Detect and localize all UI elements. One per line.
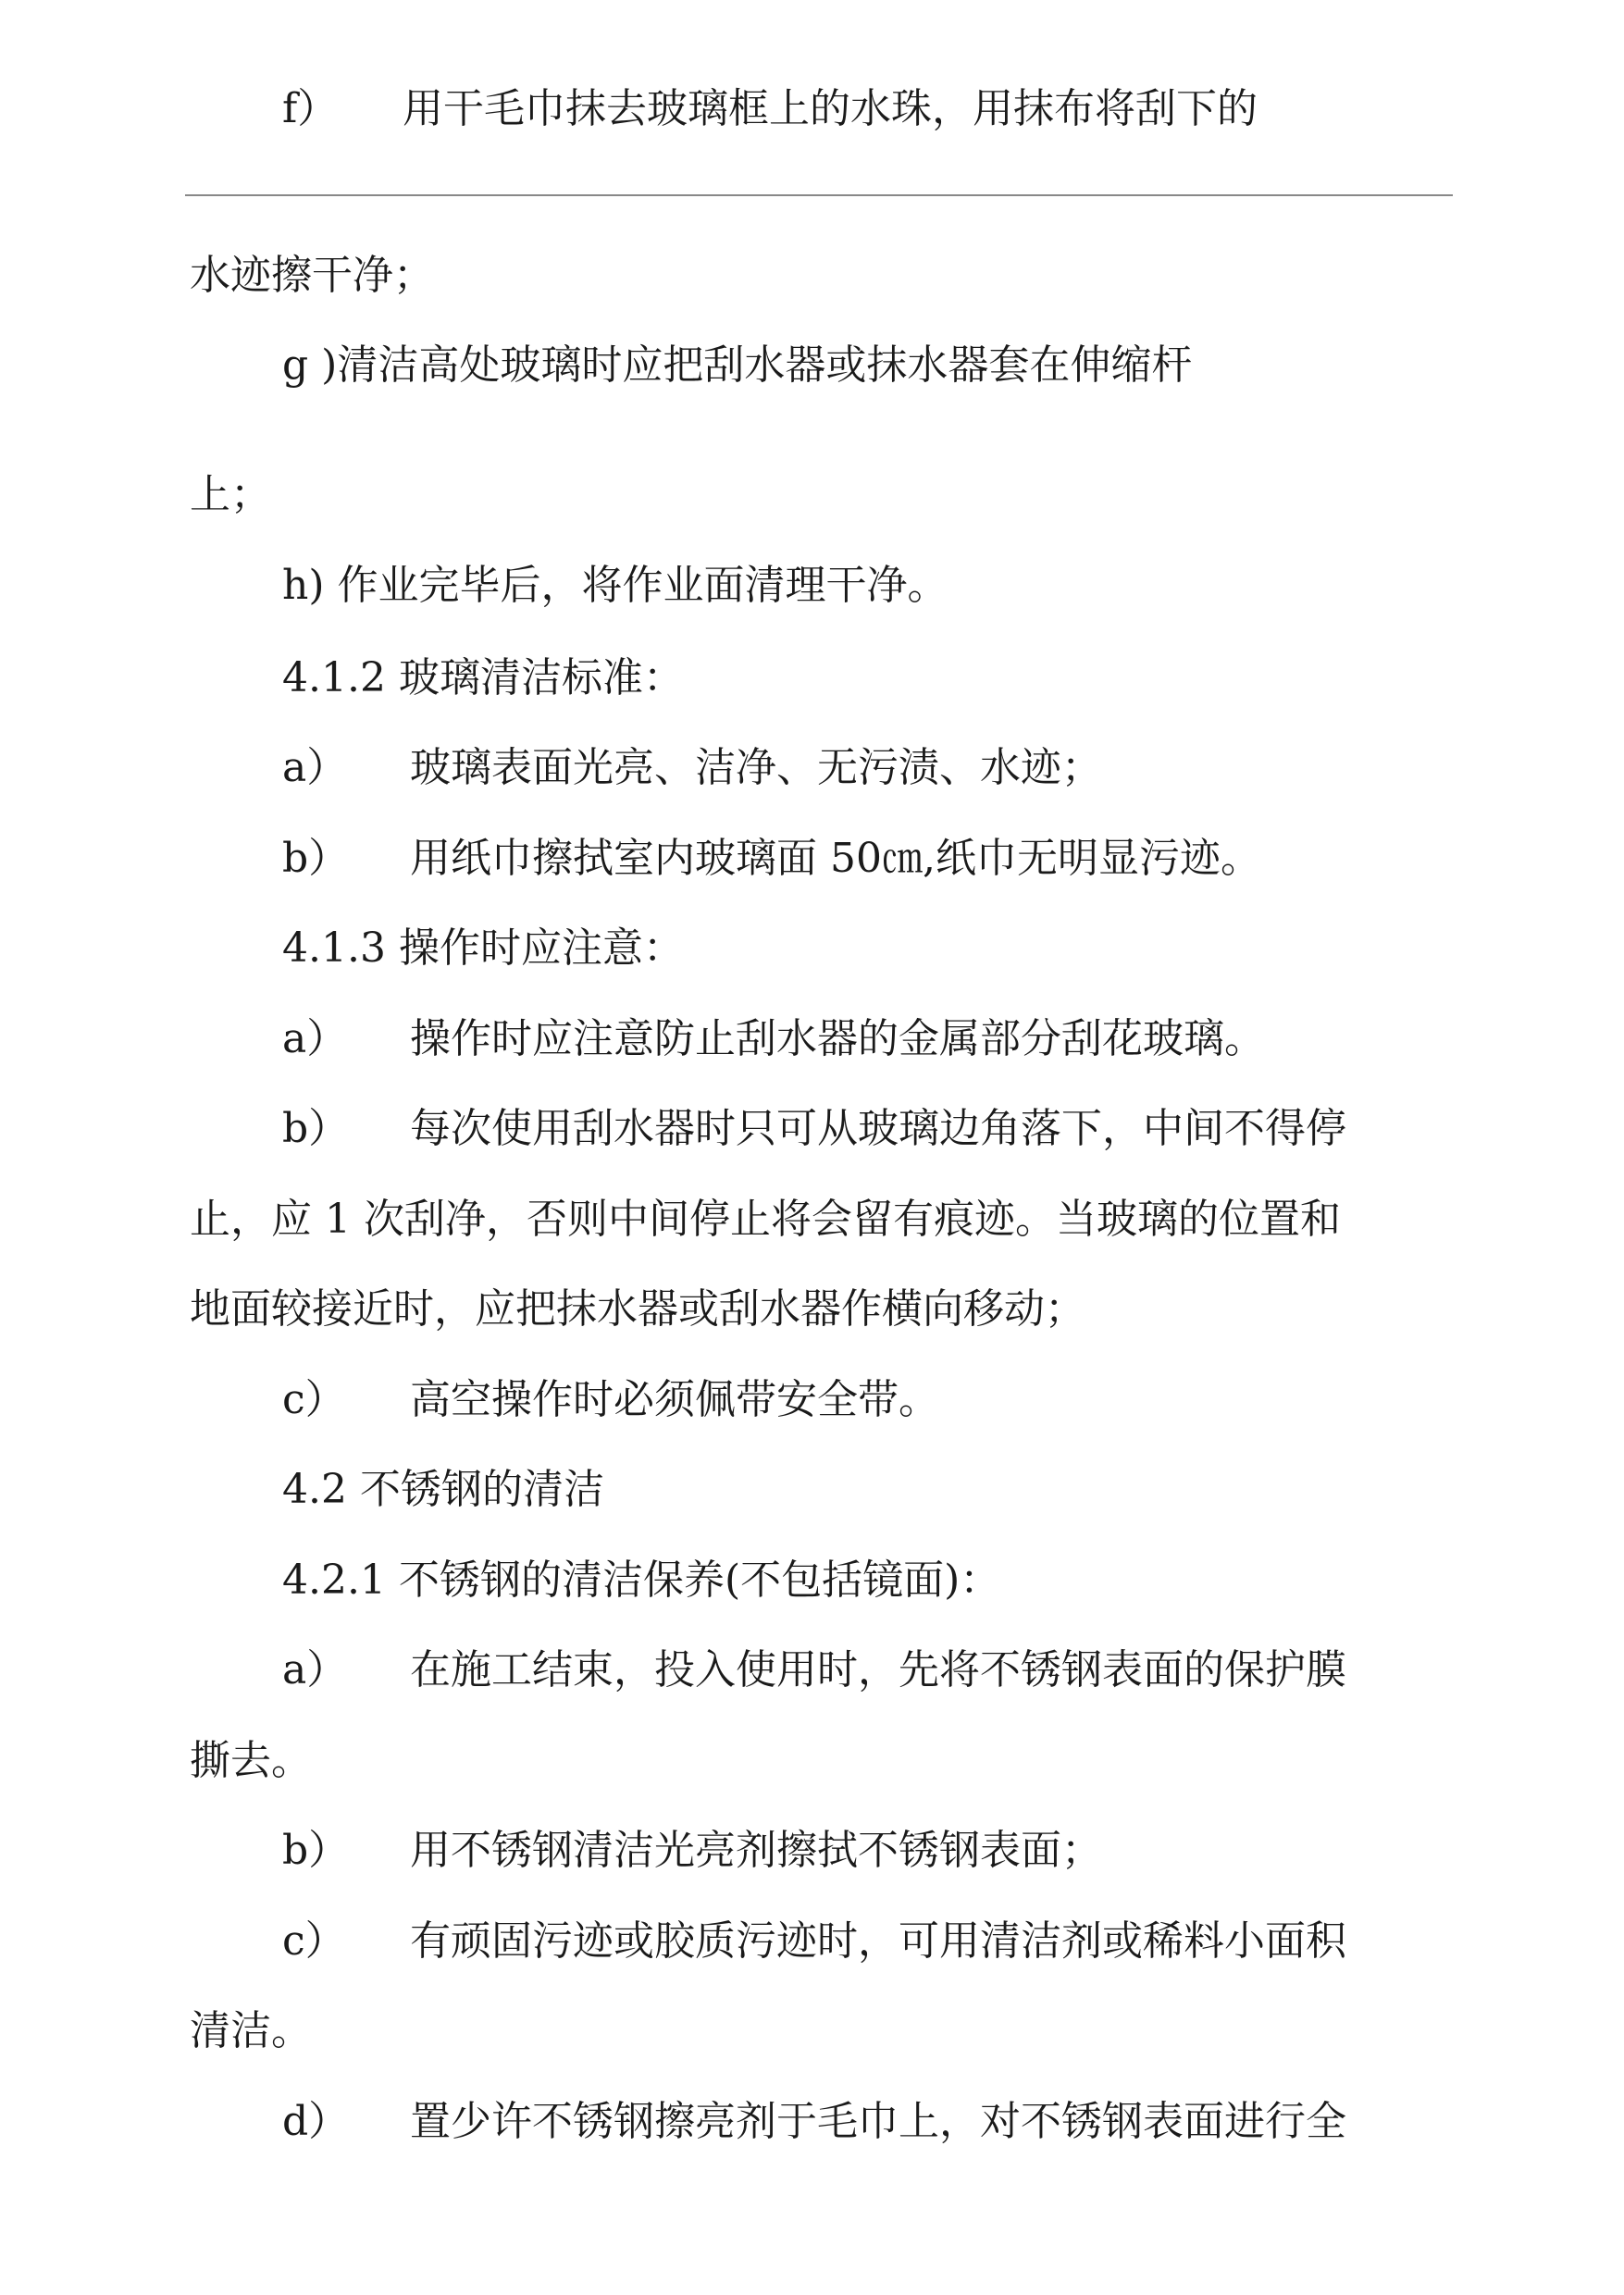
item-marker: c） xyxy=(282,1917,346,1965)
item-marker: d） xyxy=(282,2098,350,2145)
section-4-1-3-item-a xyxy=(282,1011,1265,1067)
item-g: g )清洁高处玻璃时应把刮水器或抹水器套在伸缩杆 xyxy=(282,341,1193,389)
item-g-continuation: 上； xyxy=(190,471,271,518)
section-4-1-3-item-b-continuation-2: 地面较接近时，应把抹水器或刮水器作横向移动； xyxy=(190,1285,1085,1333)
item-marker: a） xyxy=(282,744,348,791)
section-4-2-1-item-a-continuation: 撕去。 xyxy=(190,1737,312,1784)
item-text: 玻璃表面光亮、洁净、无污渍、水迹； xyxy=(410,744,1102,791)
section-4-1-2-heading: 4.1.2 玻璃清洁标准： xyxy=(282,654,684,701)
item-text: 高空操作时必须佩带安全带。 xyxy=(410,1376,939,1423)
item-text: 操作时应注意防止刮水器的金属部分刮花玻璃。 xyxy=(410,1015,1265,1062)
item-marker: b） xyxy=(282,835,350,882)
item-marker: b） xyxy=(282,1105,350,1152)
item-f-text: 用干毛巾抹去玻璃框上的水珠，用抹布将刮下的 xyxy=(403,85,1258,132)
item-h: h) 作业完毕后，将作业面清理干净。 xyxy=(282,562,948,609)
section-4-1-2-item-b xyxy=(282,831,1261,887)
section-4-2-1-item-c xyxy=(282,1914,1346,1969)
section-4-2-1-heading: 4.2.1 不锈钢的清洁保养(不包括镜面)： xyxy=(282,1557,1001,1604)
section-4-2-1-item-d xyxy=(282,2094,1346,2150)
item-text: 在施工结束，投入使用时，先将不锈钢表面的保护膜 xyxy=(410,1646,1346,1693)
item-marker: a） xyxy=(282,1646,348,1693)
item-marker: a） xyxy=(282,1015,348,1062)
item-marker: b） xyxy=(282,1827,350,1874)
item-text: 用不锈钢清洁光亮剂擦拭不锈钢表面； xyxy=(410,1827,1102,1874)
section-4-1-2-item-a xyxy=(282,740,1102,796)
section-4-1-3-item-b-continuation-1: 止，应 1 次刮净，否则中间停止将会留有痕迹。当玻璃的位置和 xyxy=(190,1196,1341,1243)
item-text: 用纸巾擦拭室内玻璃面 50㎝,纸巾无明显污迹。 xyxy=(410,835,1261,882)
section-4-1-3-item-c xyxy=(282,1372,939,1428)
section-4-1-3-heading: 4.1.3 操作时应注意： xyxy=(282,924,684,972)
section-4-2-heading: 4.2 不锈钢的清洁 xyxy=(282,1466,604,1513)
section-4-2-1-item-a xyxy=(282,1643,1346,1698)
header-rule xyxy=(185,194,1453,196)
section-4-1-3-item-b xyxy=(282,1101,1346,1157)
item-f xyxy=(282,81,1258,137)
item-text: 置少许不锈钢擦亮剂于毛巾上，对不锈钢表面进行全 xyxy=(410,2098,1346,2145)
section-4-2-1-item-c-continuation: 清洁。 xyxy=(190,2007,312,2054)
section-4-2-1-item-b xyxy=(282,1823,1102,1879)
item-f-marker: f） xyxy=(282,85,339,132)
item-text: 每次使用刮水器时只可从玻璃边角落下，中间不得停 xyxy=(410,1105,1346,1152)
item-f-continuation: 水迹擦干净； xyxy=(190,252,434,299)
item-marker: c） xyxy=(282,1376,346,1423)
item-text: 有顽固污迹或胶质污迹时，可用清洁剂或稀料小面积 xyxy=(410,1917,1346,1965)
